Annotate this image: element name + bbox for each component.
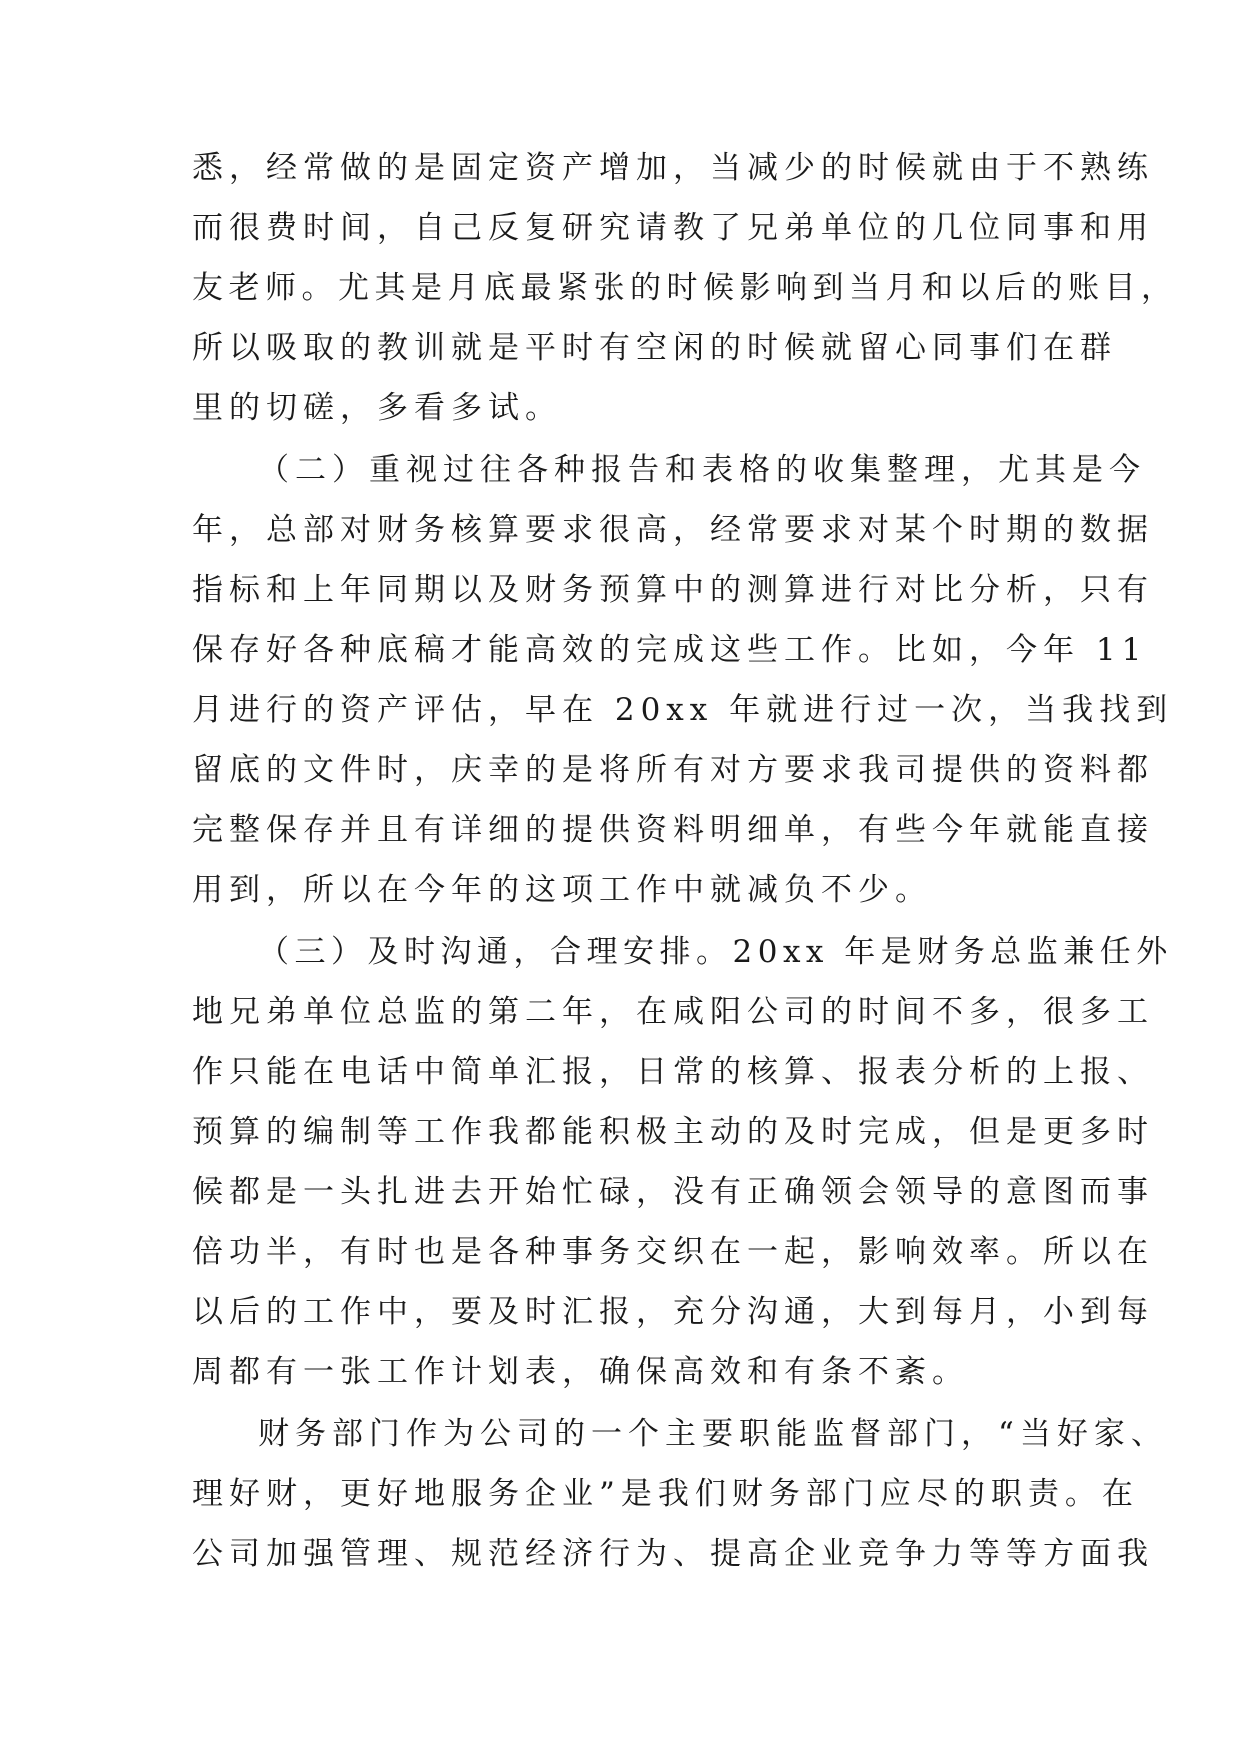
text-line: 地兄弟单位总监的第二年，在咸阳公司的时间不多，很多工 (192, 994, 1154, 1030)
text-line: 理好财，更好地服务企业”是我们财务部门应尽的职责。在 (192, 1476, 1139, 1512)
text-line: 留底的文件时，庆幸的是将所有对方要求我司提供的资料都 (192, 752, 1154, 788)
text-line: 周都有一张工作计划表，确保高效和有条不紊。 (192, 1354, 969, 1390)
text-line: 公司加强管理、规范经济行为、提高企业竞争力等等方面我 (192, 1536, 1154, 1572)
paragraph-first-line: 财务部门作为公司的一个主要职能监督部门，“当好家、 (258, 1416, 1168, 1452)
text-line: 完整保存并且有详细的提供资料明细单，有些今年就能直接 (192, 812, 1154, 848)
text-line: 倍功半，有时也是各种事务交织在一起，影响效率。所以在 (192, 1234, 1154, 1270)
text-line: 保存好各种底稿才能高效的完成这些工作。比如，今年 11 (192, 632, 1148, 668)
text-line: 年，总部对财务核算要求很高，经常要求对某个时期的数据 (192, 512, 1154, 548)
text-line: 候都是一头扎进去开始忙碌，没有正确领会领导的意图而事 (192, 1174, 1154, 1210)
text-line: 而很费时间，自己反复研究请教了兄弟单位的几位同事和用 (192, 210, 1154, 246)
text-line: 所以吸取的教训就是平时有空闲的时候就留心同事们在群 (192, 330, 1117, 366)
text-line: 悉，经常做的是固定资产增加，当减少的时候就由于不熟练 (192, 150, 1154, 186)
text-line: 里的切磋，多看多试。 (192, 390, 562, 426)
paragraph-heading-line: （二）重视过往各种报告和表格的收集整理，尤其是今 (258, 452, 1146, 488)
text-line: 以后的工作中，要及时汇报，充分沟通，大到每月，小到每 (192, 1294, 1154, 1330)
text-line: 预算的编制等工作我都能积极主动的及时完成，但是更多时 (192, 1114, 1154, 1150)
paragraph-heading-line: （三）及时沟通，合理安排。20xx 年是财务总监兼任外 (258, 934, 1173, 970)
text-line: 指标和上年同期以及财务预算中的测算进行对比分析，只有 (192, 572, 1154, 608)
text-line: 友老师。尤其是月底最紧张的时候影响到当月和以后的账目， (192, 270, 1178, 306)
text-line: 月进行的资产评估，早在 20xx 年就进行过一次，当我找到 (192, 692, 1174, 728)
text-line: 用到，所以在今年的这项工作中就减负不少。 (192, 872, 932, 908)
text-line: 作只能在电话中简单汇报，日常的核算、报表分析的上报、 (192, 1054, 1154, 1090)
